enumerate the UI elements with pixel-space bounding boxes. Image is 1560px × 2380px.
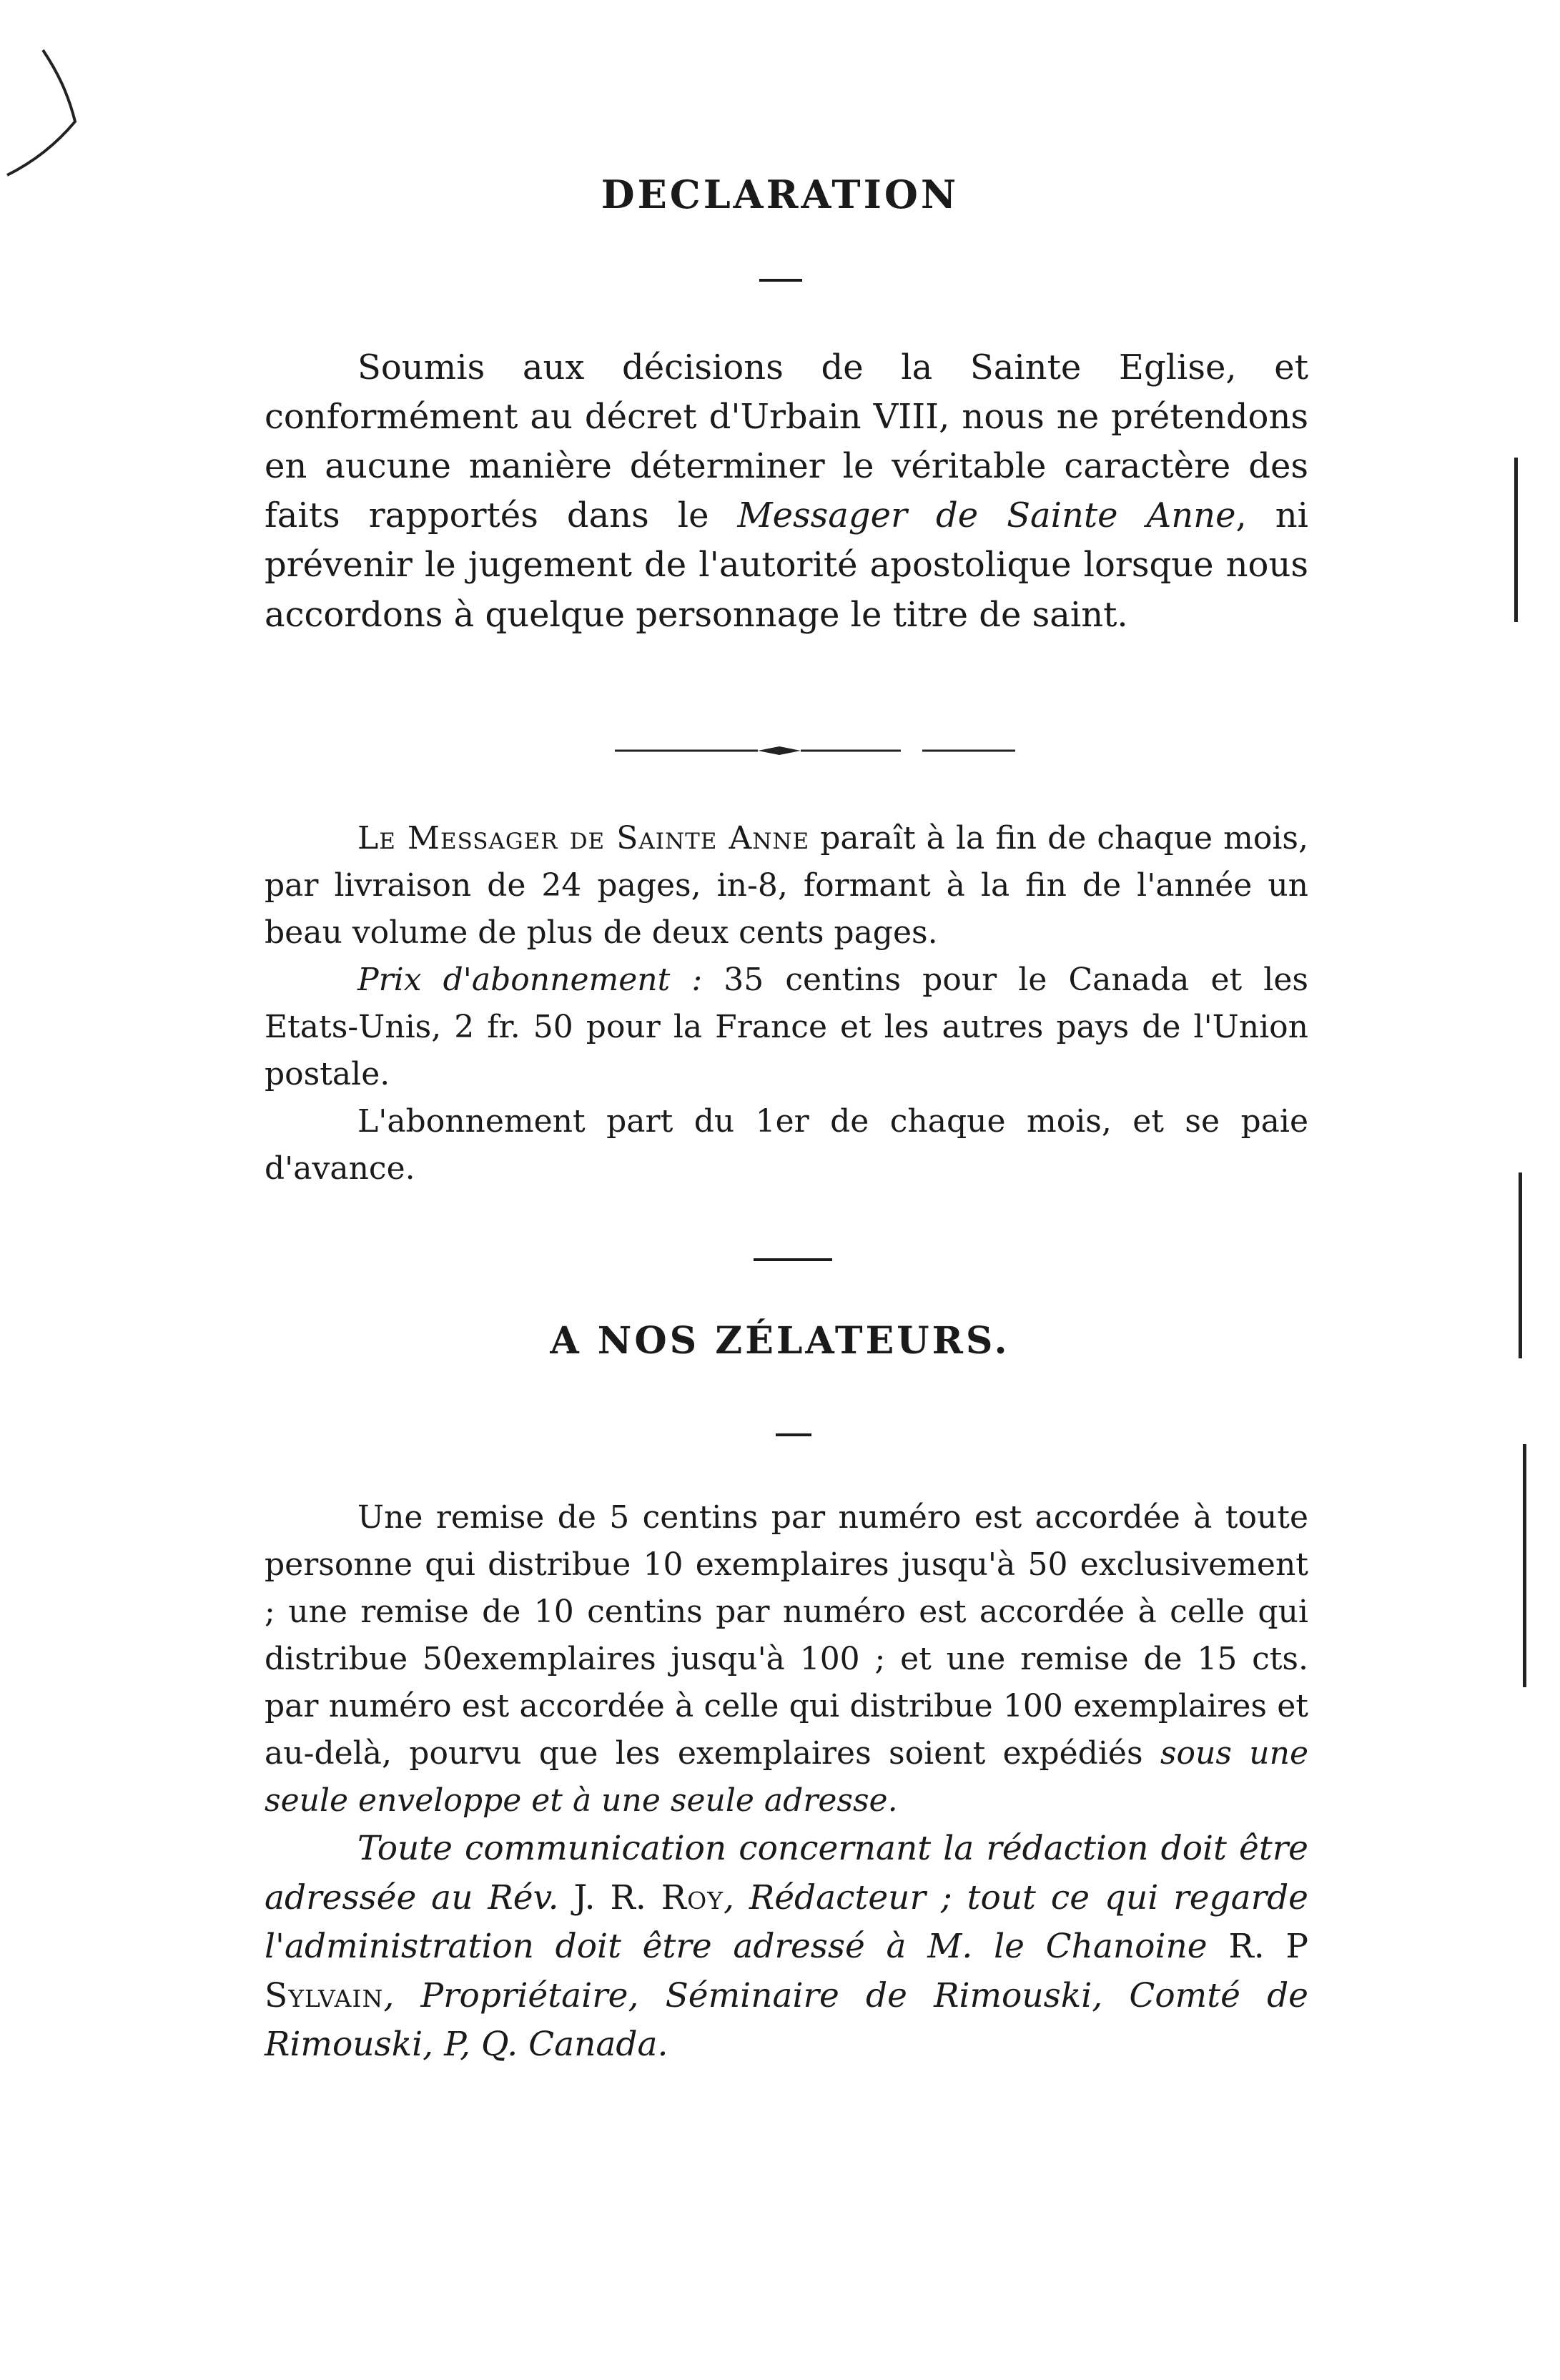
remise-italic-text: sous une seule enveloppe et à une seule adresse. xyxy=(265,1735,1308,1819)
declaration-text-end: , ni prévenir le jugement de l'autorité apostolique lorsque nous accordons à quelque personnage le titre de saint. xyxy=(265,495,1309,635)
journal-name: Le Messager de Sainte Anne xyxy=(357,820,810,856)
zelateurs-title: A NOS ZÉLATEURS. xyxy=(550,1319,1010,1363)
price-label: Prix d'abonnement : xyxy=(357,962,703,998)
editor-name: Roy xyxy=(661,1877,724,1917)
subscription-block xyxy=(265,815,1308,1193)
communication-paragraph xyxy=(265,1824,1308,2070)
journal-title-italic: Messager de Sainte Anne xyxy=(737,495,1236,536)
scan-edge-line xyxy=(1523,1444,1526,1687)
communication-text: Toute communication concernant la rédaction doit être adressée au Rév. xyxy=(265,1829,1308,1917)
title-rule xyxy=(759,279,802,282)
declaration-block xyxy=(265,343,1308,640)
corner-mark-icon xyxy=(0,43,93,179)
declaration-text: Soumis aux décisions de la Sainte Eglise, et conformément au décret d'Urbain VIII, nous ne prétendons en aucune manière déterminer le véritable caractère des faits rapportés dans le xyxy=(265,347,1308,536)
owner-initials: R. P xyxy=(1207,1927,1308,1967)
ornamental-divider xyxy=(615,744,1015,758)
section-rule xyxy=(754,1258,832,1261)
communication-text-middle: , Rédacteur ; tout ce qui regarde l'administration doit être adressé à M. le Chanoine xyxy=(265,1877,1308,1967)
remise-text: Une remise de 5 centins par numéro est accordée à toute personne qui distribue 10 exemplaires jusqu'à 50 exclusivement ; une remise de 10 centins par numéro est accordée à celle qui distribue 50exemplaires jusqu'à 100 ; et une remise de 15 cts. par numéro est accordée à celle qui distribue 100 exemplaires et au-delà, pourvu que les exemplaires soient expédiés xyxy=(265,1499,1308,1772)
scan-edge-line xyxy=(1514,458,1518,622)
remise-paragraph xyxy=(265,1494,1308,1824)
title-rule xyxy=(776,1433,811,1436)
price-text: 35 centins pour le Canada et les Etats-Unis, 2 fr. 50 pour la France et les autres pays de l'Union postale. xyxy=(265,962,1308,1092)
communication-text-end: , Propriétaire, Séminaire de Rimouski, Comté de Rimouski, P, Q. Canada. xyxy=(265,1975,1308,2065)
declaration-title: DECLARATION xyxy=(601,172,959,217)
owner-name: Sylvain xyxy=(265,1975,384,2015)
publication-paragraph xyxy=(265,815,1308,957)
price-paragraph xyxy=(265,957,1308,1098)
zelateurs-block xyxy=(265,1494,1308,2070)
declaration-paragraph xyxy=(265,343,1308,640)
editor-initials: J. R. xyxy=(558,1877,661,1917)
publication-text: paraît à la fin de chaque mois, par livraison de 24 pages, in-8, formant à la fin de l'année un beau volume de plus de deux cents pages. xyxy=(265,820,1309,951)
subscription-start-paragraph: L'abonnement part du 1er de chaque mois, et se paie d'avance. xyxy=(265,1103,1308,1187)
